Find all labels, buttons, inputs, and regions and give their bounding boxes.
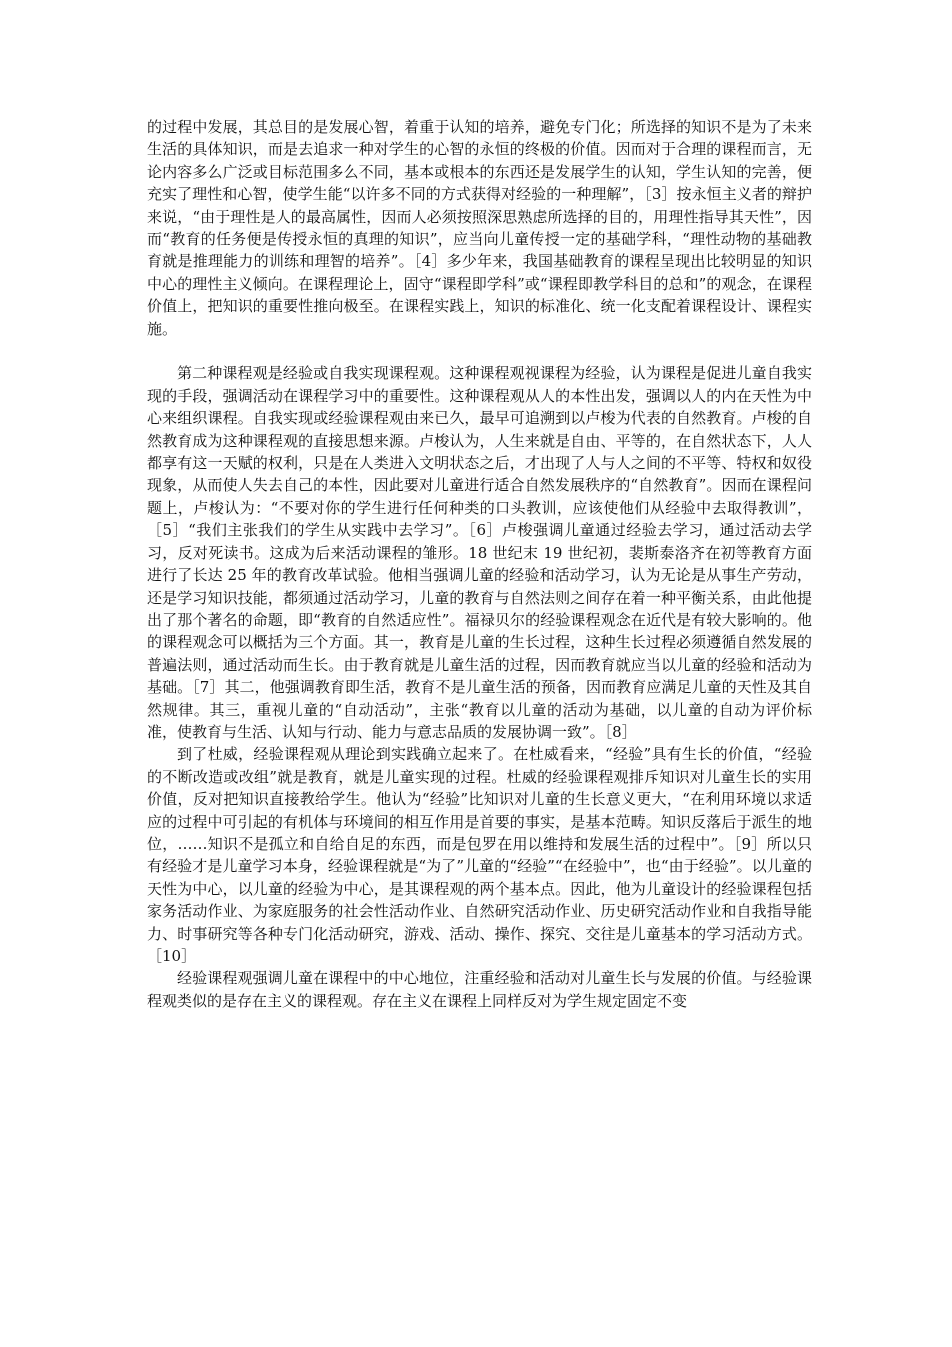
paragraph-dewey: 到了杜威，经验课程观从理论到实践确立起来了。在杜威看来，“经验”具有生长的价值，“经验的不断改造或改组”就是教育，就是儿童实现的过程。杜威的经验课程观排斥知识对儿童生长的实用价值，反对把知识直接教给学生。他认为“经验”比知识对儿童的生长意义更大，“在利用环境以求适应的过程中可引起的有机体与环境间的相互作用是首要的事实，是基本范畴。知识反落后于派生的地位，……知识不是孤立和自给自足的东西，而是包罗在用以维持和发展生活的过程中”。［9］所以只有经验才是儿童学习本身，经验课程就是“为了”儿童的“经验”“在经验中”，也“由于经验”。以儿童的天性为中心，以儿童的经验为中心，是其课程观的两个基本点。因此，他为儿童设计的经验课程包括家务活动作业、为家庭服务的社会性活动作业、自然研究活动作业、历史研究活动作业和自我指导能力、时事研究等各种专门化活动研究，游戏、活动、操作、探究、交往是儿童基本的学习活动方式。［10］ (147, 745, 812, 966)
paragraph-second-curriculum-view: 第二种课程观是经验或自我实现课程观。这种课程观视课程为经验，认为课程是促进儿童自我实现的手段，强调活动在课程学习中的重要性。这种课程观从人的本性出发，强调以人的内在天性为中心来组织课程。自我实现或经验课程观由来已久，最早可追溯到以卢梭为代表的自然教育。卢梭的自然教育成为这种课程观的直接思想来源。卢梭认为，人生来就是自由、平等的，在自然状态下，人人都享有这一天赋的权利，只是在人类进入文明状态之后，才出现了人与人之间的不平等、特权和奴役现象，从而使人失去自己的本性，因此要对儿童进行适合自然发展秩序的“自然教育”。因而在课程问题上，卢梭认为：“不要对你的学生进行任何种类的口头教训，应该使他们从经验中去取得教训”，［5］“我们主张我们的学生从实践中去学习”。［6］卢梭强调儿童通过经验去学习，通过活动去学习，反对死读书。这成为后来活动课程的雏形。18 世纪末 19 世纪初，裴斯泰洛齐在初等教育方面进行了长达 25 年的教育改革试验。他相当强调儿童的经验和活动学习，认为无论是从事生产劳动，还是学习知识技能，都须通过活动学习，儿童的教育与自然法则之间存在着一种平衡关系，由此他提出了那个著名的命题，即“教育的自然适应性”。福禄贝尔的经验课程观念在近代是有较大影响的。他的课程观念可以概括为三个方面。其一，教育是儿童的生长过程，这种生长过程必须遵循自然发展的普遍法则，通过活动而生长。由于教育就是儿童生活的过程，因而教育就应当以儿童的经验和活动为基础。［7］其二，他强调教育即生活，教育不是儿童生活的预备，因而教育应满足儿童的天性及其自然规律。其三，重视儿童的“自动活动”，主张“教育以儿童的活动为基础，以儿童的自动为评价标准，使教育与生活、认知与行动、能力与意志品质的发展协调一致”。［8］ (147, 364, 812, 741)
paragraph-experience-curriculum: 经验课程观强调儿童在课程中的中心地位，注重经验和活动对儿童生长与发展的价值。与经验课程观类似的是存在主义的课程观。存在主义在课程上同样反对为学生规定固定不变 (147, 969, 812, 1010)
paragraph-spacer (147, 340, 812, 362)
paragraph-continued: 的过程中发展，其总目的是发展心智，着重于认知的培养，避免专门化；所选择的知识不是为了未来生活的具体知识，而是去追求一种对学生的心智的永恒的终极的价值。因而对于合理的课程而言，无论内容多么广泛或目标范围多么不同，基本或根本的东西还是发展学生的认知，学生认知的完善，便充实了理性和心智，使学生能“以许多不同的方式获得对经验的一种理解”，［3］按永恒主义者的辩护来说，“由于理性是人的最高属性，因而人必须按照深思熟虑所选择的目的，用理性指导其天性”，因而“教育的任务便是传授永恒的真理的知识”，应当向儿童传授一定的基础学科，“理性动物的基础教育就是推理能力的训练和理智的培养”。［4］多少年来，我国基础教育的课程呈现出比较明显的知识中心的理性主义倾向。在课程理论上，固守“课程即学科”或“课程即教学科目的总和”的观念，在课程价值上，把知识的重要性推向极至。在课程实践上，知识的标准化、统一化支配着课程设计、课程实施。 (147, 118, 812, 338)
body-text (147, 116, 812, 1012)
